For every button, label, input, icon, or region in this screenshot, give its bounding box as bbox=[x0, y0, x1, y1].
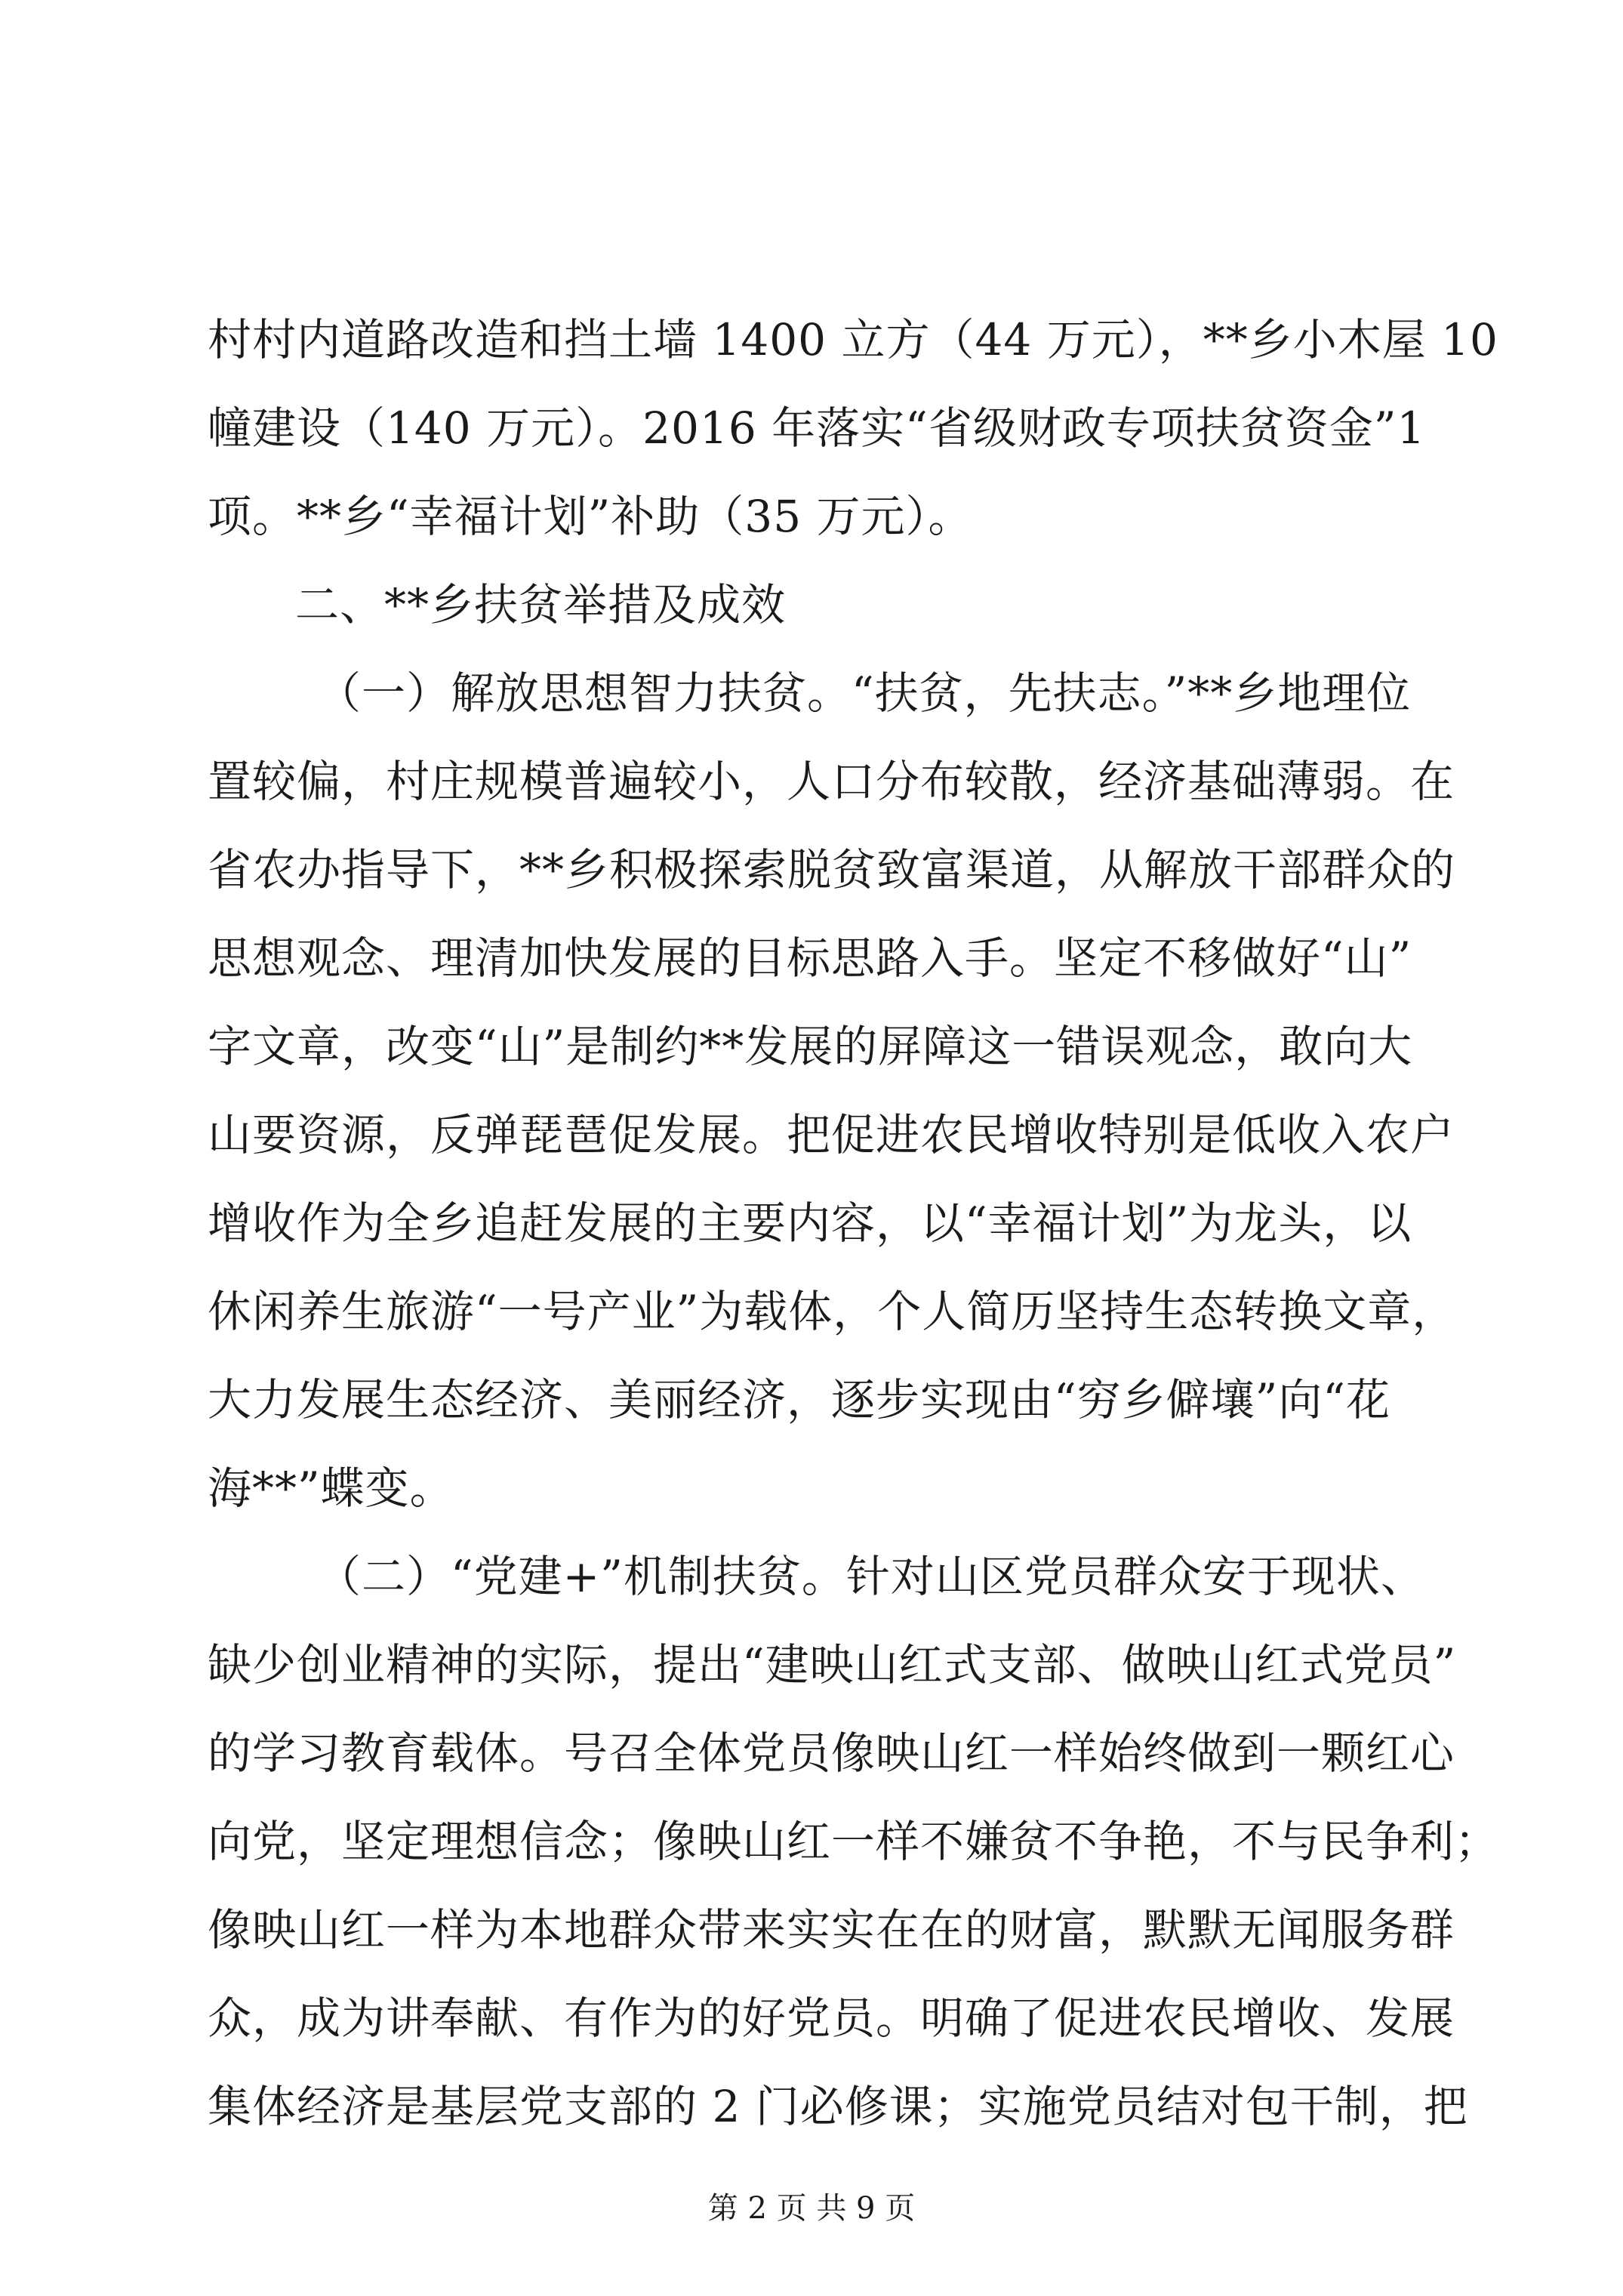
text-line: 思想观念、理清加快发展的目标思路入手。坚定不移做好“山” bbox=[208, 932, 1412, 984]
text-line: 集体经济是基层党支部的 2 门必修课；实施党员结对包干制，把 bbox=[208, 2081, 1468, 2132]
page-footer bbox=[0, 2190, 1623, 2227]
text-line: 山要资源，反弹琵琶促发展。把促进农民增收特别是低收入农户 bbox=[208, 1109, 1455, 1160]
paragraph-start: （一）解放思想智力扶贫。“扶贫，先扶志。”**乡地理位 bbox=[317, 667, 1412, 719]
text-line: 字文章，改变“山”是制约**发展的屏障这一错误观念，敢向大 bbox=[208, 1021, 1413, 1072]
text-line: 幢建设（140 万元）。2016 年落实“省级财政专项扶贫资金”1 bbox=[208, 402, 1426, 454]
paragraph-start: （二）“党建+”机制扶贫。针对山区党员群众安于现状、 bbox=[317, 1551, 1425, 1602]
text-line: 像映山红一样为本地群众带来实实在在的财富，默默无闻服务群 bbox=[208, 1904, 1455, 1955]
text-line: 项。**乡“幸福计划”补助（35 万元）。 bbox=[208, 491, 973, 542]
text-line: 海**”蝶变。 bbox=[208, 1462, 454, 1514]
text-line: 置较偏，村庄规模普遍较小，人口分布较散，经济基础薄弱。在 bbox=[208, 756, 1455, 807]
text-line: 缺少创业精神的实际，提出“建映山红式支部、做映山红式党员” bbox=[208, 1639, 1457, 1690]
text-line: 众，成为讲奉献、有作为的好党员。明确了促进农民增收、发展 bbox=[208, 1992, 1455, 2044]
text-line: 省农办指导下，**乡积极探索脱贫致富渠道，从解放干部群众的 bbox=[208, 844, 1456, 895]
text-line: 休闲养生旅游“一号产业”为载体，个人简历坚持生态转换文章， bbox=[208, 1286, 1457, 1337]
section-heading: 二、**乡扶贫举措及成效 bbox=[295, 579, 787, 630]
document-body bbox=[208, 296, 1500, 2151]
text-line: 的学习教育载体。号召全体党员像映山红一样始终做到一颗红心 bbox=[208, 1727, 1455, 1779]
text-line: 村村内道路改造和挡土墙 1400 立方（44 万元），**乡小木屋 10 bbox=[208, 314, 1498, 365]
text-line: 大力发展生态经济、美丽经济，逐步实现由“穷乡僻壤”向“花 bbox=[208, 1374, 1390, 1425]
text-line: 增收作为全乡追赶发展的主要内容，以“幸福计划”为龙头，以 bbox=[208, 1197, 1412, 1249]
page-number: 第 2 页 共 9 页 bbox=[707, 2191, 916, 2226]
text-line: 向党，坚定理想信念；像映山红一样不嫌贫不争艳，不与民争利； bbox=[208, 1816, 1500, 1867]
